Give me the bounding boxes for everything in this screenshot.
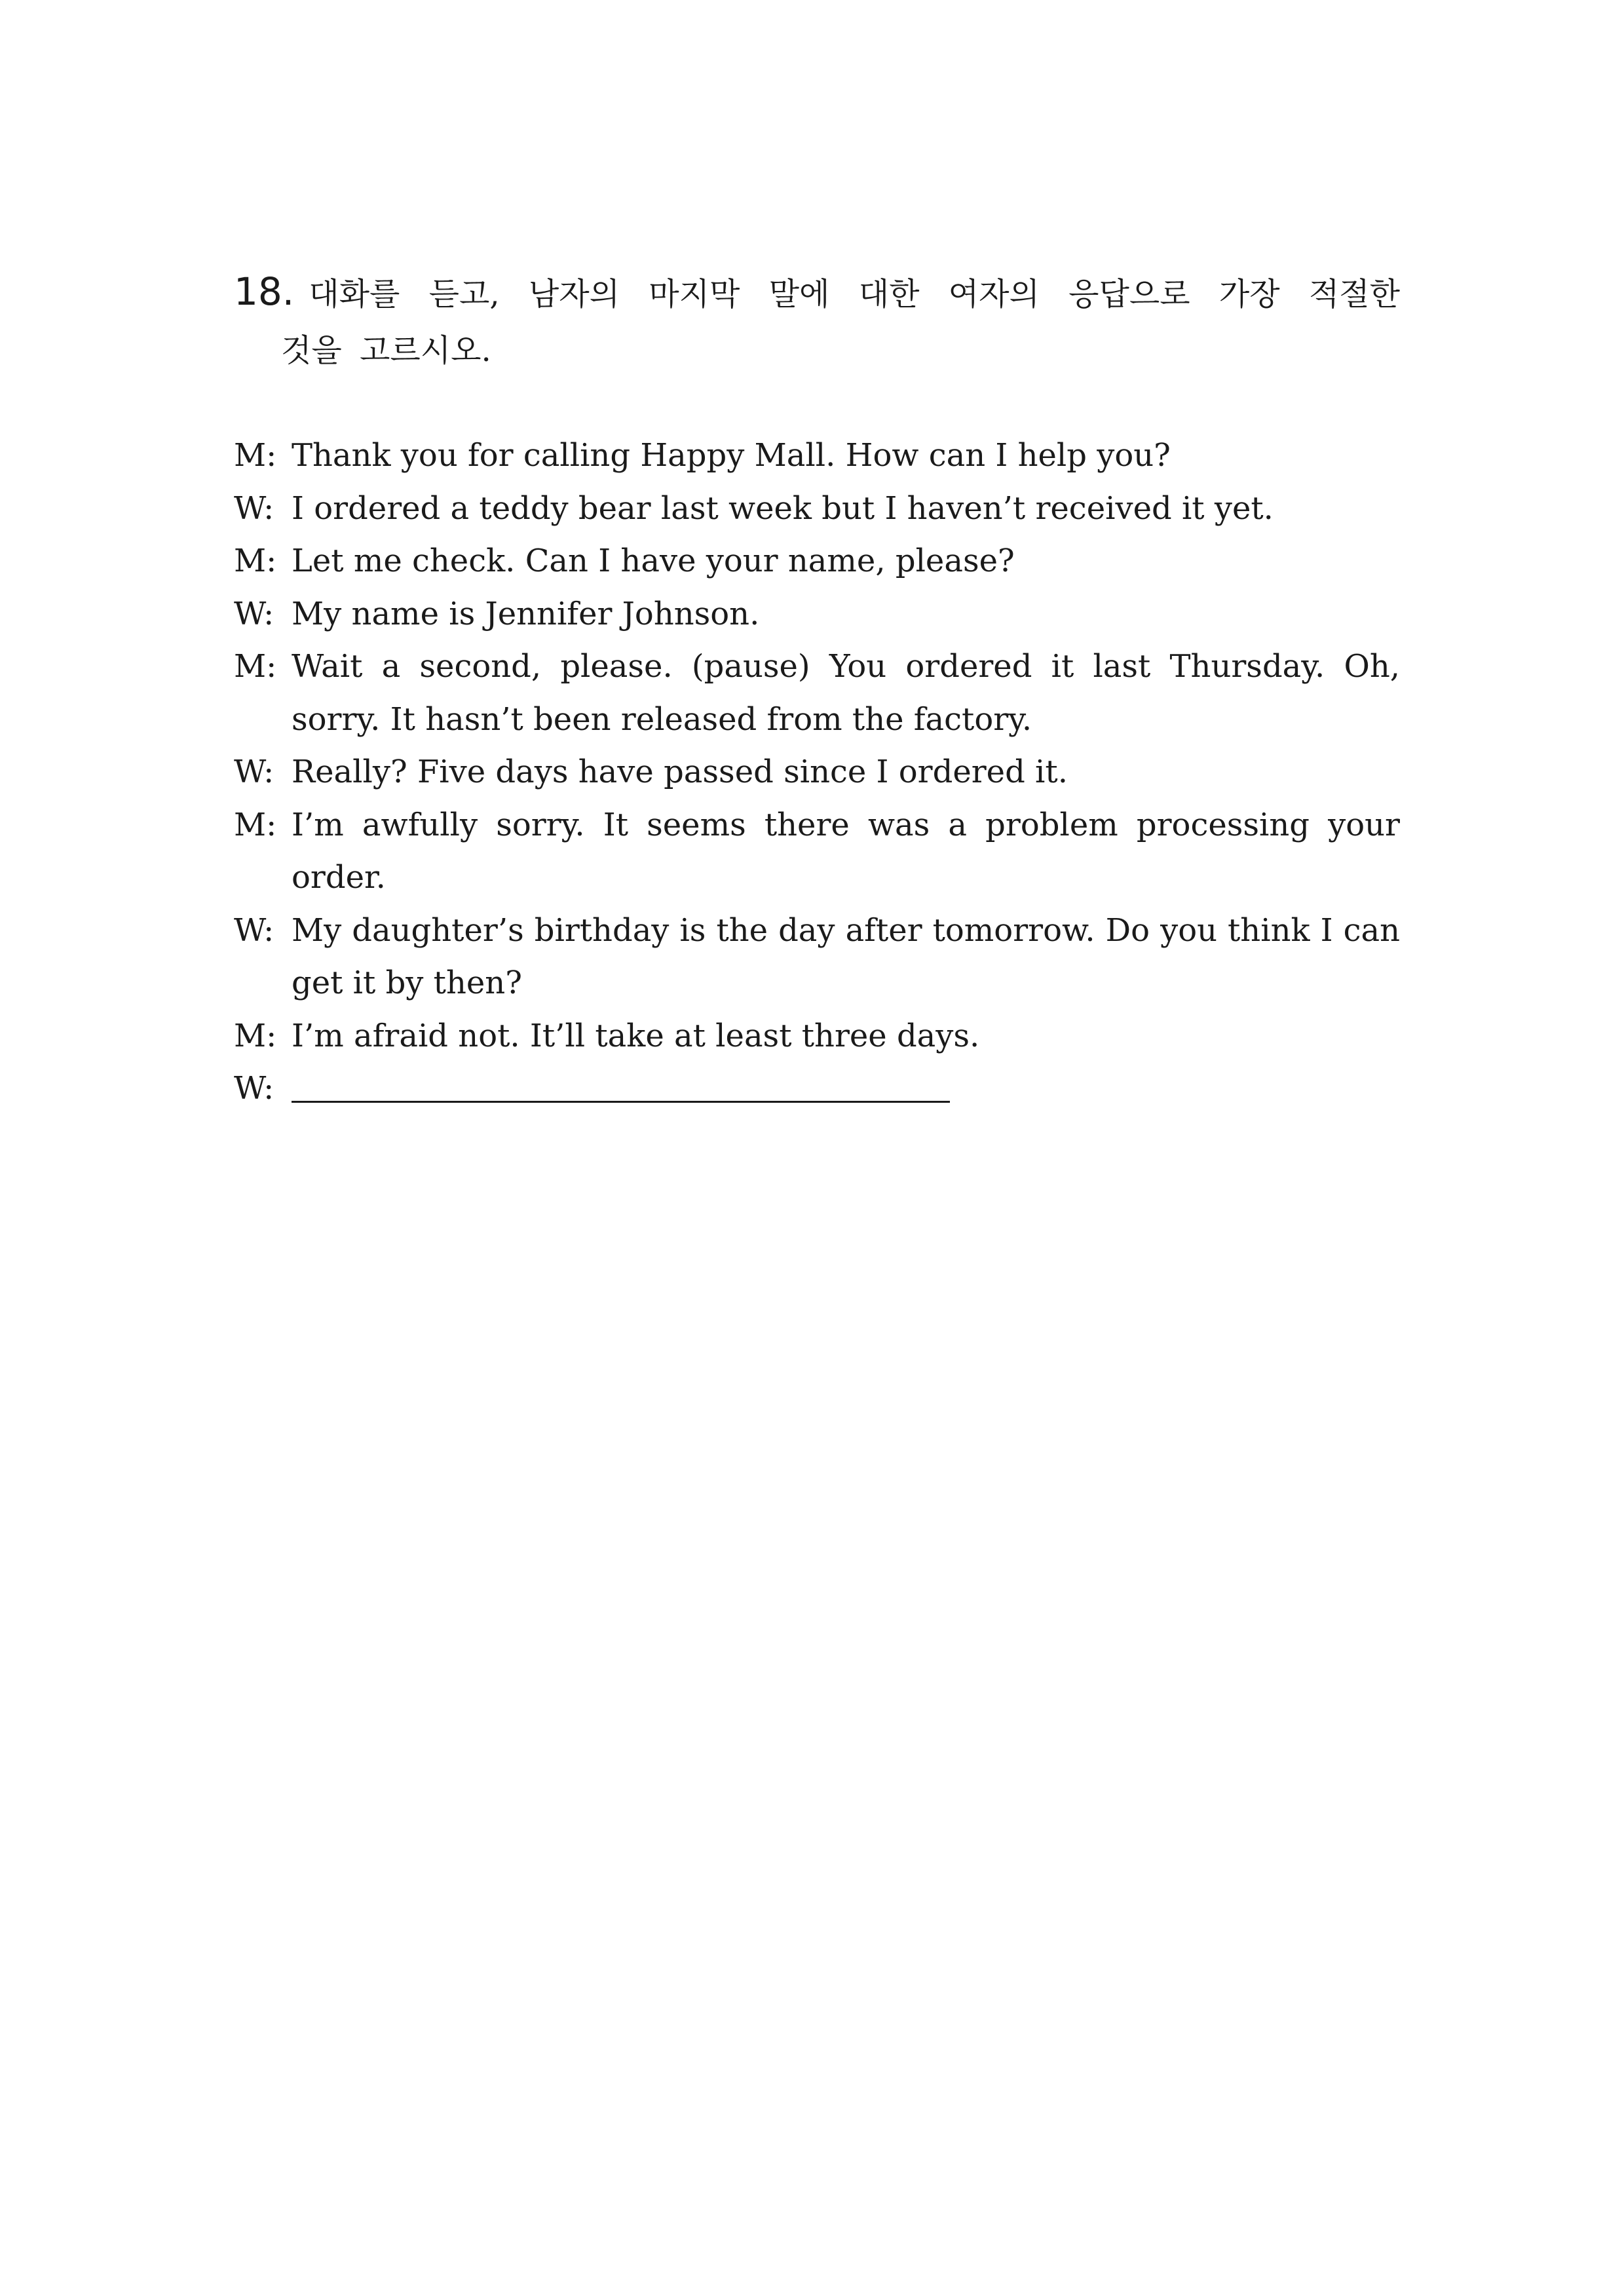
dialogue-script bbox=[234, 429, 1400, 1115]
dialogue-line bbox=[234, 1062, 1400, 1115]
speaker-label: W: bbox=[234, 595, 274, 632]
dialogue-line bbox=[234, 482, 1400, 535]
speaker-label: M: bbox=[234, 1017, 277, 1054]
utterance: Wait a second, please. (pause) You ordered it last Thursday. Oh, sorry. It hasn’t been released from the factory. bbox=[292, 648, 1400, 738]
speaker-label: M: bbox=[234, 543, 277, 579]
dialogue-line bbox=[234, 799, 1400, 904]
question-number: 18. bbox=[234, 269, 295, 314]
utterance: My daughter’s birthday is the day after tomorrow. Do you think I can get it by then? bbox=[292, 911, 1400, 1001]
speaker-label: W: bbox=[234, 754, 274, 790]
answer-blank bbox=[292, 1101, 950, 1103]
utterance: I ordered a teddy bear last week but I haven’t received it yet. bbox=[292, 489, 1274, 527]
dialogue-line bbox=[234, 640, 1400, 746]
dialogue-line bbox=[234, 1010, 1400, 1063]
dialogue-line bbox=[234, 588, 1400, 641]
speaker-label: W: bbox=[234, 1070, 274, 1107]
dialogue-line bbox=[234, 429, 1400, 482]
speaker-label: M: bbox=[234, 806, 277, 843]
utterance: Thank you for calling Happy Mall. How can I help you? bbox=[292, 437, 1171, 474]
dialogue-line bbox=[234, 746, 1400, 799]
utterance: I’m awfully sorry. It seems there was a problem processing your order. bbox=[292, 806, 1400, 896]
question-instruction-line1: 대화를 듣고, 남자의 마지막 말에 대한 여자의 응답으로 가장 적절한 bbox=[309, 276, 1400, 313]
utterance: Really? Five days have passed since I ordered it. bbox=[292, 754, 1068, 790]
utterance: My name is Jennifer Johnson. bbox=[292, 595, 760, 632]
speaker-label: M: bbox=[234, 648, 277, 685]
speaker-label: M: bbox=[234, 437, 277, 474]
dialogue-line bbox=[234, 535, 1400, 588]
answer-blank-container bbox=[292, 1062, 1400, 1115]
utterance: Let me check. Can I have your name, please? bbox=[292, 543, 1015, 579]
question-block bbox=[234, 259, 1400, 377]
speaker-label: W: bbox=[234, 911, 274, 949]
dialogue-line bbox=[234, 904, 1400, 1010]
utterance: I’m afraid not. It’ll take at least three days. bbox=[292, 1017, 980, 1054]
speaker-label: W: bbox=[234, 489, 274, 527]
question-instruction-line2: 것을 고르시오. bbox=[281, 332, 491, 369]
question-header bbox=[234, 259, 1400, 324]
